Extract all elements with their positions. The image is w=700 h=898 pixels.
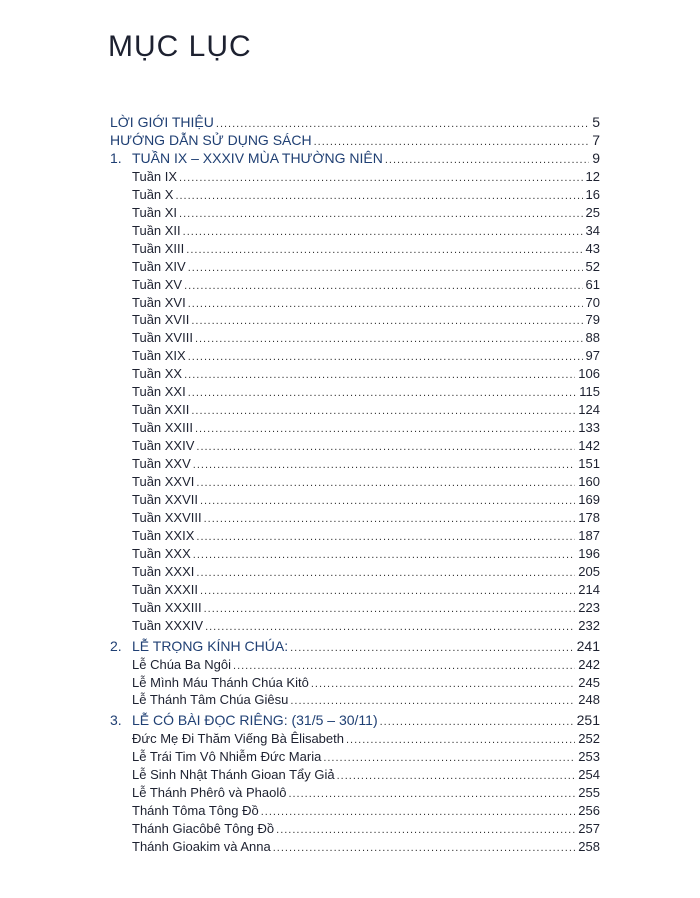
toc-section-entry: [110, 114, 600, 131]
toc-entry: [132, 276, 600, 293]
toc-dot-leader: [196, 529, 575, 546]
toc-entry: [132, 820, 600, 837]
toc-entry-page-number: 257: [578, 821, 600, 837]
toc-entry-label: Thánh Giacôbê Tông Đồ: [132, 821, 275, 837]
toc-entry-label: Thánh Gioakim và Anna: [132, 839, 271, 854]
toc-entry-label: Tuần XXIV: [132, 438, 195, 454]
toc-entry-number: 2.: [110, 637, 122, 654]
toc-entry-label: Tuần XV: [132, 276, 183, 292]
toc-entry: [132, 527, 600, 544]
toc-entry-page-number: 253: [578, 749, 600, 765]
toc-dot-leader: [385, 152, 589, 169]
toc-entry-label: Tuần XXXIII: [132, 599, 202, 615]
toc-entry-label: Tuần XXXIV: [132, 617, 204, 633]
toc-dot-leader: [346, 732, 575, 749]
toc-dot-leader: [188, 385, 577, 402]
toc-entry-label: Tuần XXVIII: [132, 509, 202, 525]
toc-entry-page-number: 205: [578, 563, 600, 579]
toc-dot-leader: [196, 439, 575, 456]
toc-dot-leader: [261, 804, 576, 821]
toc-entry-page-number: 223: [578, 599, 600, 615]
toc-entry-page-number: 242: [578, 656, 600, 672]
toc-entry: [132, 186, 600, 203]
toc-dot-leader: [175, 188, 582, 205]
toc-entry-page-number: 251: [576, 712, 600, 729]
toc-entry-label: LỄ CÓ BÀI ĐỌC RIÊNG: (31/5 – 30/11): [132, 712, 378, 729]
toc-dot-leader: [188, 260, 583, 277]
toc-dot-leader: [191, 403, 575, 420]
toc-entry-label: Tuần XVI: [132, 294, 186, 310]
toc-entry: [132, 674, 600, 691]
toc-entry-page-number: 79: [585, 312, 600, 328]
toc-entry-label: Tuần XX: [132, 366, 183, 382]
toc-entry-label: Lễ Trái Tim Vô Nhiễm Đức Maria: [132, 749, 322, 765]
toc-entry: [132, 419, 600, 436]
toc-dot-leader: [311, 676, 575, 693]
toc-entry-page-number: 255: [578, 785, 600, 801]
toc-entry-label: Lễ Thánh Tâm Chúa Giêsu: [132, 692, 289, 708]
toc-entry: [132, 222, 600, 239]
toc-entry: [132, 509, 600, 526]
toc-dot-leader: [276, 822, 575, 839]
toc-section-entry: [110, 712, 600, 729]
toc-entry-label: Thánh Tôma Tông Đồ: [132, 803, 259, 819]
toc-entry-page-number: 88: [585, 330, 600, 346]
toc-entry-page-number: 70: [585, 294, 600, 310]
toc-dot-leader: [196, 565, 575, 582]
toc-entry: [132, 766, 600, 783]
toc-entry-page-number: 43: [585, 240, 600, 256]
toc-dot-leader: [184, 367, 575, 384]
toc-dot-leader: [204, 511, 576, 528]
toc-entry: [132, 617, 600, 634]
toc-entry: [132, 599, 600, 616]
toc-entry-page-number: 232: [578, 617, 600, 633]
toc-entry: [132, 748, 600, 765]
toc-entry-page-number: 16: [585, 186, 600, 202]
toc-entry-label: TUẦN IX – XXXIV MÙA THƯỜNG NIÊN: [132, 149, 383, 166]
toc-dot-leader: [216, 116, 589, 133]
toc-entry-label: Tuần XXIX: [132, 527, 195, 543]
toc-entry: [132, 168, 600, 185]
toc-dot-leader: [290, 640, 574, 657]
toc-entry-page-number: 252: [578, 731, 600, 747]
toc-entry-label: HƯỚNG DẪN SỬ DỤNG SÁCH: [110, 131, 312, 148]
toc-entry: [132, 784, 600, 801]
toc-entry-page-number: 97: [585, 348, 600, 364]
toc-entry-label: Tuần XXVI: [132, 474, 195, 489]
toc-dot-leader: [183, 224, 583, 241]
toc-entry-label: Lễ Mình Máu Thánh Chúa Kitô: [132, 674, 309, 690]
toc-entry-label: Tuần XVII: [132, 312, 190, 328]
toc-dot-leader: [186, 242, 582, 259]
toc-entry-page-number: 160: [578, 474, 600, 489]
toc-entry-label: Tuần XXXI: [132, 563, 195, 579]
toc-entry: [132, 365, 600, 382]
toc-entry-page-number: 196: [578, 545, 600, 561]
toc-entry-page-number: 151: [578, 456, 600, 471]
toc-entry-label: Lễ Thánh Phêrô và Phaolô: [132, 785, 287, 801]
toc-entry: [132, 545, 600, 562]
toc-entry-page-number: 7: [592, 131, 600, 148]
toc-entry-label: Đức Mẹ Đi Thăm Viếng Bà Êlisabeth: [132, 731, 344, 747]
toc-section-entry: [110, 150, 600, 167]
toc-entry-label: Tuần XXI: [132, 384, 186, 400]
toc-entry-page-number: 169: [578, 491, 600, 507]
toc-entry-page-number: 25: [585, 204, 600, 220]
toc-entry-label: Lễ Sinh Nhật Thánh Gioan Tẩy Giả: [132, 767, 335, 783]
toc-dot-leader: [179, 206, 582, 223]
toc-entry-page-number: 187: [578, 527, 600, 543]
toc-entry: [132, 581, 600, 598]
toc-entry: [132, 691, 600, 708]
toc-dot-leader: [205, 619, 575, 636]
toc-entry: [132, 656, 600, 673]
toc-dot-leader: [188, 349, 583, 366]
toc-entry-page-number: 34: [585, 222, 600, 238]
toc-entry-label: Tuần X: [132, 186, 174, 202]
toc-entry-page-number: 106: [578, 366, 600, 382]
toc-entry-label: Tuần XXVII: [132, 491, 198, 507]
toc-dot-leader: [193, 547, 576, 564]
toc-entry: [132, 329, 600, 346]
toc-entry-page-number: 9: [592, 149, 600, 166]
toc-entry: [132, 311, 600, 328]
toc-entry-page-number: 142: [578, 438, 600, 454]
toc-dot-leader: [179, 170, 582, 187]
toc-entry: [132, 294, 600, 311]
toc-entry-label: Tuần XII: [132, 222, 181, 238]
toc-entry: [132, 802, 600, 819]
toc-entry-label: Tuần XI: [132, 204, 178, 220]
toc-entry-label: LỜI GIỚI THIỆU: [110, 114, 214, 130]
toc-entry-label: Tuần XXX: [132, 545, 191, 561]
toc-entry-page-number: 115: [579, 384, 600, 400]
toc-entry-page-number: 178: [578, 509, 600, 525]
page-title: MỤC LỤC: [108, 30, 252, 63]
toc-entry-page-number: 61: [585, 276, 600, 292]
toc-dot-leader: [193, 457, 576, 474]
toc-entry-label: Tuần XXIII: [132, 420, 193, 436]
toc-dot-leader: [200, 493, 575, 510]
toc-entry-label: Tuần XIII: [132, 240, 185, 256]
toc-dot-leader: [195, 331, 583, 348]
toc-dot-leader: [337, 768, 576, 785]
toc-entry-page-number: 241: [576, 637, 600, 654]
toc-entry-page-number: 248: [578, 692, 600, 708]
toc-entry-page-number: 124: [578, 402, 600, 418]
toc-entry: [132, 473, 600, 490]
toc-entry: [132, 258, 600, 275]
toc-entry: [132, 455, 600, 472]
toc-entry-label: Tuần XXXII: [132, 581, 198, 597]
toc-entry-page-number: 5: [592, 114, 600, 130]
toc-section-entry: [110, 638, 600, 655]
toc-entry-page-number: 258: [578, 839, 600, 854]
toc-entry-label: LỄ TRỌNG KÍNH CHÚA:: [132, 637, 289, 654]
toc-dot-leader: [290, 693, 575, 710]
toc-dot-leader: [196, 475, 575, 492]
toc-entry-page-number: 133: [578, 420, 600, 436]
toc-entry: [132, 437, 600, 454]
toc-entry: [132, 563, 600, 580]
toc-entry: [132, 204, 600, 221]
toc-entry-page-number: 12: [585, 168, 600, 184]
toc-entry: [132, 401, 600, 418]
toc-entry-label: Tuần XIV: [132, 258, 186, 274]
toc-dot-leader: [323, 750, 575, 767]
toc-dot-leader: [200, 583, 575, 600]
toc-entry-page-number: 256: [578, 803, 600, 819]
toc-dot-leader: [191, 313, 582, 330]
toc-entry: [132, 383, 600, 400]
toc-dot-leader: [233, 658, 575, 675]
toc-dot-leader: [273, 840, 576, 857]
toc-entry-label: Tuần XXII: [132, 402, 190, 418]
toc-entry-page-number: 254: [578, 767, 600, 783]
toc-entry-label: Tuần XVIII: [132, 330, 193, 346]
toc-dot-leader: [288, 786, 575, 803]
toc-dot-leader: [184, 278, 582, 295]
toc-entry-page-number: 52: [585, 258, 600, 274]
toc-entry-page-number: 245: [578, 674, 600, 690]
toc-dot-leader: [195, 421, 575, 438]
toc-entry: [132, 730, 600, 747]
toc-dot-leader: [188, 296, 583, 313]
toc-dot-leader: [314, 134, 590, 151]
toc-entry-page-number: 214: [578, 581, 600, 597]
toc-entry-label: Tuần XIX: [132, 348, 186, 364]
toc-entry-number: 3.: [110, 712, 122, 729]
toc-section-entry: [110, 132, 600, 149]
toc-entry-label: Tuần IX: [132, 168, 178, 184]
toc-entry: [132, 491, 600, 508]
toc-entry-number: 1.: [110, 149, 122, 166]
toc-dot-leader: [380, 714, 574, 731]
toc-entry-label: Lễ Chúa Ba Ngôi: [132, 656, 232, 672]
toc-dot-leader: [204, 601, 576, 618]
toc-entry: [132, 838, 600, 855]
toc-entry-label: Tuần XXV: [132, 456, 191, 471]
toc-entry: [132, 347, 600, 364]
toc-entry: [132, 240, 600, 257]
